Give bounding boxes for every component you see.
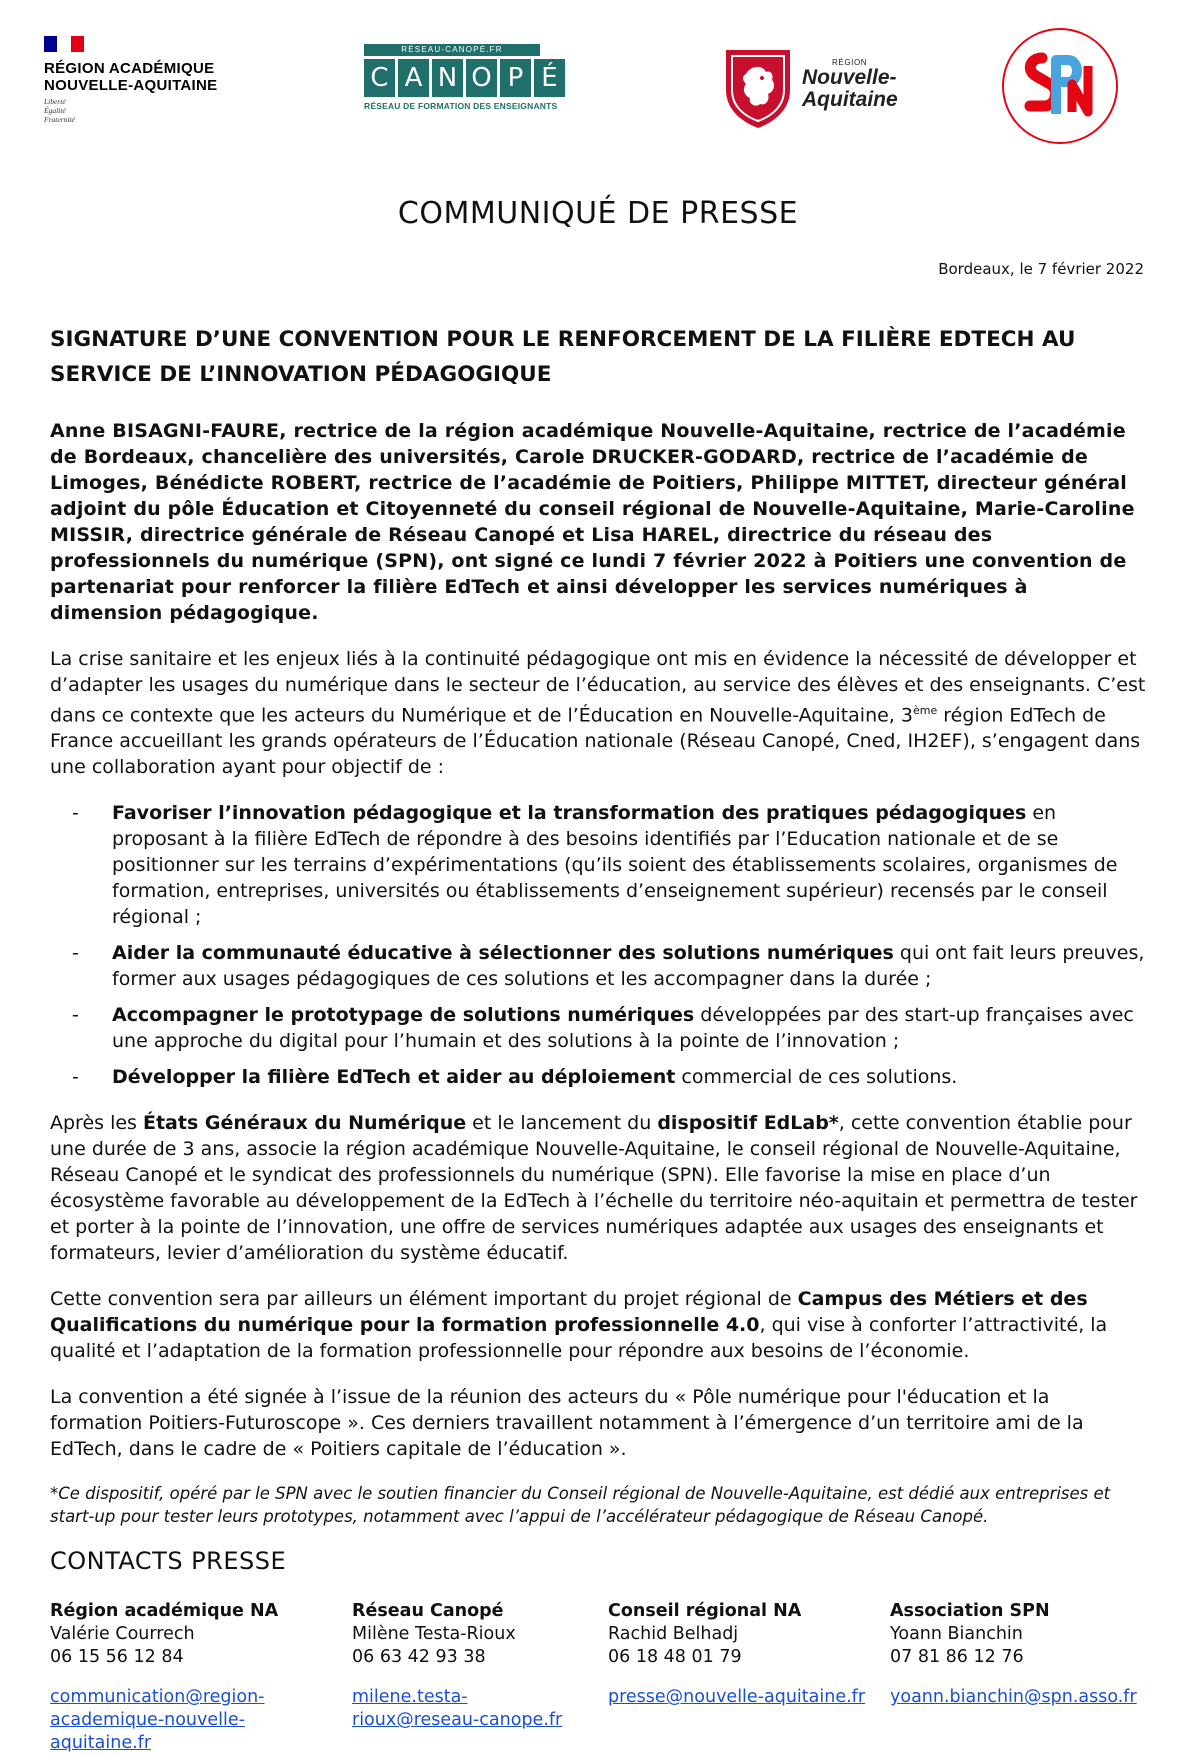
- nouvelle-aquitaine-logo: [722, 46, 922, 132]
- contact-name: Rachid Belhadj: [608, 1624, 739, 1645]
- contact-association-spn: [890, 1600, 1146, 1709]
- objectives-list: [50, 800, 1146, 1090]
- contact-conseil-regional: [608, 1600, 868, 1709]
- contact-email-link[interactable]: presse@nouvelle-aquitaine.fr: [608, 1687, 866, 1708]
- canope-url-text: RÉSEAU-CANOPÉ.FR: [364, 44, 540, 56]
- lead-paragraph: Anne BISAGNI-FAURE, rectrice de la région académique Nouvelle-Aquitaine, rectrice de l’académie de Bordeaux, chancelière des universités, Carole DRUCKER-GODARD, rectrice de l’académie de Limoges, Bénédicte ROBERT, rectrice de l’académie de Poitiers, Philippe MITTET, directeur général adjoint du pôle Éducation et Citoyenneté du conseil régional de Nouvelle-Aquitaine, Marie-Caroline MISSIR, directrice générale de Réseau Canopé et Lisa HAREL, directrice du réseau des professionnels du numérique (SPN), ont signé ce lundi 7 février 2022 à Poitiers une convention de partenariat pour renforcer la filière EdTech et ainsi développer les services numériques à dimension pédagogique.: [50, 420, 1135, 624]
- edlab-paragraph: Après les États Généraux du Numérique et le lancement du dispositif EdLab*, cette convention établie pour une durée de 3 ans, associe la région académique Nouvelle-Aquitaine, le conseil régional de Nouvelle-Aquitaine, Réseau Canopé et le syndicat des professionnels du numérique (SPN). Elle favorise la mise en place d’un écosystème favorable au développement de la EdTech à l’échelle du territoire néo-aquitain et permettra de tester et porter à la pointe de l’innovation, une offre de services numériques adaptée aux usages des enseignants et formateurs, levier d’amélioration du système éducatif.: [50, 1112, 1138, 1265]
- contact-name: Valérie Courrech: [50, 1624, 195, 1645]
- contact-email-link[interactable]: milene.testa-rioux@reseau-canope.fr: [352, 1687, 563, 1731]
- list-item: - Favoriser l’innovation pédagogique et la transformation des pratiques pédagogiques en proposant à la filière EdTech de répondre à des besoins identifiés par l’Education nationale et de se positionner sur les terrains d’expérimentations (qu’ils soient des établissements scolaires, organismes de formation, entreprises, universités ou établissements d’enseignement supérieur) recensés par le conseil régional ;: [72, 802, 1118, 929]
- contact-org: Région académique NA: [50, 1601, 279, 1622]
- marianne-flag-icon: [44, 36, 84, 52]
- list-item: - Aider la communauté éducative à sélectionner des solutions numériques qui ont fait leurs preuves, former aux usages pédagogiques de ces solutions et les accompagner dans la durée ;: [72, 942, 1145, 991]
- contact-region-academique: [50, 1600, 330, 1755]
- body-text: [50, 418, 1146, 1754]
- contacts-grid: [50, 1600, 1146, 1754]
- page-title: COMMUNIQUÉ DE PRESSE: [397, 196, 799, 231]
- contact-phone: 06 15 56 12 84: [50, 1647, 184, 1668]
- contact-org: Conseil régional NA: [608, 1601, 802, 1622]
- contact-phone: 06 18 48 01 79: [608, 1647, 742, 1668]
- contact-org: Réseau Canopé: [352, 1601, 504, 1622]
- list-item: - Accompagner le prototypage de solutions numériques développées par des start-up françaises avec une approche du digital pour l’humain et des solutions à la pointe de l’innovation ;: [72, 1004, 1134, 1053]
- footnote: *Ce dispositif, opéré par le SPN avec le soutien financier du Conseil régional de Nouvelle-Aquitaine, est dédié aux entreprises et start-up pour tester leurs prototypes, notamment avec l’appui de l’accélérateur pédagogique de Réseau Canopé.: [50, 1484, 1111, 1527]
- contact-reseau-canope: [352, 1600, 582, 1732]
- contact-email-link[interactable]: yoann.bianchin@spn.asso.fr: [890, 1687, 1137, 1708]
- lion-shield-icon: [722, 46, 794, 130]
- contacts-title: CONTACTS PRESSE: [50, 1547, 287, 1576]
- spn-logo: [1000, 26, 1120, 146]
- canope-subtitle: RÉSEAU DE FORMATION DES ENSEIGNANTS: [364, 101, 558, 111]
- nouvelle-aquitaine-wordmark: RÉGION Nouvelle- Aquitaine: [802, 58, 898, 111]
- date-line: Bordeaux, le 7 février 2022: [938, 260, 1144, 278]
- context-paragraph: La crise sanitaire et les enjeux liés à la continuité pédagogique ont mis en évidence la nécessité de développer et d’adapter les usages du numérique dans le secteur de l’éducation, au service des élèves et des enseignants. C’est dans ce contexte que les acteurs du Numérique et de l’Éducation en Nouvelle-Aquitaine, 3ème région EdTech de France accueillant les grands opérateurs de l’Éducation nationale (Réseau Canopé, Cned, IH2EF), s’engagent dans une collaboration ayant pour objectif de :: [50, 648, 1146, 779]
- contact-phone: 06 63 42 93 38: [352, 1647, 486, 1668]
- contact-email-link[interactable]: communication@region-academique-nouvelle-aquitaine.fr: [50, 1687, 265, 1754]
- campus-paragraph: Cette convention sera par ailleurs un élément important du projet régional de Campus des Métiers et des Qualifications du numérique pour la formation professionnelle 4.0, qui vise à conforter l’attractivité, la qualité et l’adaptation de la formation professionnelle pour répondre aux besoins de l’économie.: [50, 1288, 1108, 1363]
- canope-logo: [364, 44, 574, 111]
- region-academique-logo: [44, 36, 244, 124]
- headline: SIGNATURE D’UNE CONVENTION POUR LE RENFORCEMENT DE LA FILIÈRE EDTECH AU SERVICE DE L’INNOVATION PÉDAGOGIQUE: [50, 327, 1076, 387]
- contact-phone: 07 81 86 12 76: [890, 1647, 1024, 1668]
- canope-wordmark: C A N O P É: [364, 59, 574, 97]
- region-academique-name: RÉGION ACADÉMIQUE NOUVELLE-AQUITAINE: [44, 60, 218, 94]
- signature-paragraph: La convention a été signée à l’issue de la réunion des acteurs du « Pôle numérique pour l'éducation et la formation Poitiers-Futuroscope ». Ces derniers travaillent notamment à l’émergence d’un territoire ami de la EdTech, dans le cadre de « Poitiers capitale de l’éducation ».: [50, 1386, 1084, 1461]
- contact-name: Yoann Bianchin: [890, 1624, 1023, 1645]
- list-item: - Développer la filière EdTech et aider au déploiement commercial de ces solutions.: [72, 1066, 958, 1089]
- republic-motto: Liberté Égalité Fraternité: [44, 97, 75, 124]
- contact-name: Milène Testa-Rioux: [352, 1624, 516, 1645]
- contact-org: Association SPN: [890, 1601, 1050, 1622]
